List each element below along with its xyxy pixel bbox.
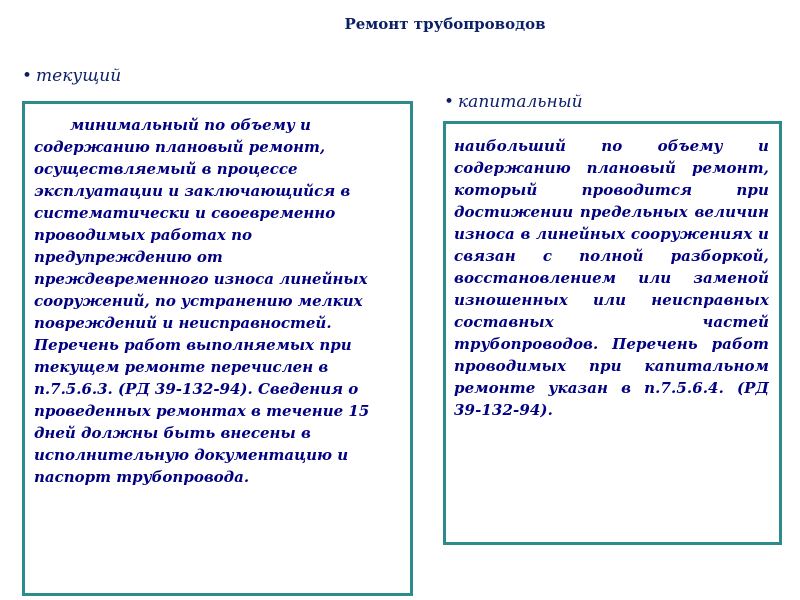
bullet-icon: • bbox=[444, 92, 455, 112]
capital-repair-heading-label: капитальный bbox=[458, 92, 583, 112]
capital-repair-heading bbox=[444, 92, 583, 112]
current-repair-text: минимальный по объему и содержанию плановый ремонт, осуществляемый в процессе эксплуатации и заключающийся в систематически и своевременно проводимых работах по предупреждению от преждевременного износа линейных сооружений, по устранению мелких повреждений и неисправностей. Перечень работ выполняемых при текущем ремонте перечислен в п.7.5.6.3. (РД 39-132-94). Сведения о проведенных ремонтах в течение 15 дней должны быть внесены в исполнительную документацию и паспорт трубопровода. bbox=[34, 116, 370, 486]
capital-repair-box bbox=[443, 121, 782, 545]
current-repair-heading-label: текущий bbox=[36, 66, 122, 86]
current-repair-box bbox=[22, 101, 413, 596]
current-repair-heading bbox=[22, 66, 121, 86]
page-title: Ремонт трубопроводов bbox=[344, 15, 546, 33]
bullet-icon: • bbox=[22, 66, 33, 86]
capital-repair-text: наибольший по объему и содержанию плановый ремонт, который проводится при достижении предельных величин износа в линейных сооружениях и связан с полной разборкой, восстановлением или заменой изношенных или неисправных составных частей трубопроводов. Перечень работ проводимых при капитальном ремонте указан в п.7.5.6.4. (РД 39-132-94). bbox=[454, 137, 769, 419]
